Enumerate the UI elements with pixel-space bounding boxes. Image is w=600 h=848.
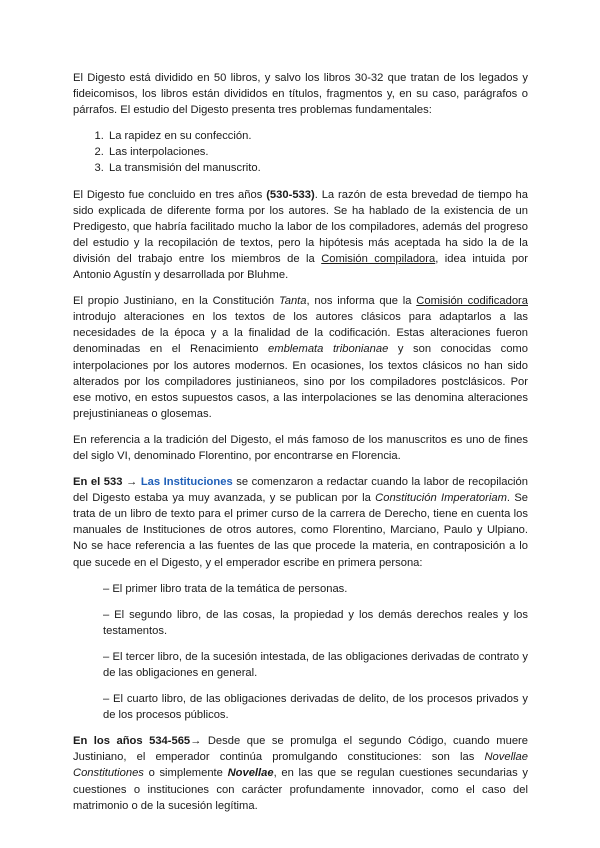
list-item: 1. La rapidez en su confección. (107, 128, 528, 144)
paragraph-interpolations: El propio Justiniano, en la Constitución Tanta, nos informa que la Comisión codificadora introdujo alteraciones en los textos de los autores clásicos para adaptarlos a las necesidades de la época y a la finalidad de la codificación. Estas alteraciones fueron denominadas en el Renacimiento emblemata tribonianae y son conocidas como interpolaciones por los autores modernos. En ocasiones, los textos clásicos no han sido alterados por los compiladores justinianeos, sino por los compiladores postclásicos. Por ese motivo, en estos supuestos casos, a las interpolaciones se las denomina alteraciones prejustinianeas o glosemas. (73, 295, 528, 420)
paragraph-digest-structure: El Digesto está dividido en 50 libros, y salvo los libros 30-32 que tratan de los legados y fideicomisos, los libros están divididos en títulos, fragmentos y, en su caso, parágrafos o párrafos. El estudio del Digesto presenta tres problemas fundamentales: (73, 72, 528, 117)
dash-item: – El segundo libro, de las cosas, la propiedad y los demás derechos reales y los testamentos. (103, 608, 528, 637)
paragraph-manuscript: En referencia a la tradición del Digesto, el más famoso de los manuscritos es uno de fines del siglo VI, denominado Florentino, por encontrarse en Florencia. (73, 433, 528, 462)
comision-compiladora-link[interactable]: Comisión compiladora (321, 252, 436, 265)
list-item: 2. Las interpolaciones. (107, 144, 528, 160)
paragraph-instituciones: En el 533 → Las Instituciones se comenzaron a redactar cuando la labor de recopilación del Digesto estaba ya muy avanzada, y se publican por la Constitución Imperatoriam. Se trata de un libro de texto para el primer curso de la carrera de Derecho, tiene en cuenta los manuales de Instituciones de otros autores, como Florentino, Marciano, Paulo y Ulpiano. No se hace referencia a las fuentes de las que procede la materia, en contraposición a lo que sucede en el Digesto, y el emperador escribe en primera persona: (73, 476, 529, 569)
document-page (73, 70, 528, 824)
comision-codificadora-link[interactable]: Comisión codificadora (416, 295, 528, 308)
dash-item: – El tercer libro, de la sucesión intestada, de las obligaciones derivadas de contrato y de las obligaciones en general. (103, 650, 528, 679)
instituciones-link[interactable]: Las Instituciones (140, 476, 233, 489)
dash-item: – El primer libro trata de la temática de personas. (103, 582, 348, 595)
paragraph-novellae: En los años 534-565→ Desde que se promulga el segundo Código, cuando muere Justiniano, el emperador continúa promulgando constituciones: son las Novellae Constitutiones o simplemente Novellae, en las que se regulan cuestiones secundarias y cuestiones o instituciones con carácter profundamente innovador, como el caso del matrimonio o de la sucesión legítima. (73, 735, 528, 812)
dash-item: – El cuarto libro, de las obligaciones derivadas de delito, de los procesos privados y de los procesos públicos. (103, 693, 528, 722)
problems-list (73, 128, 528, 176)
paragraph-digest-completion: El Digesto fue concluido en tres años (530-533). La razón de esta brevedad de tiempo ha sido explicada de diferente forma por los autores. Se ha hablado de la existencia de un Predigesto, que habría facilitado mucho la labor de los compiladores, además del progreso del estudio y la recopilación de textos, pero la hipótesis más aceptada ha sido la de la división del trabajo entre los miembros de la Comisión compiladora, idea intuida por Antonio Agustín y desarrollada por Bluhme. (73, 188, 528, 282)
list-item: 3. La transmisión del manuscrito. (107, 160, 528, 176)
